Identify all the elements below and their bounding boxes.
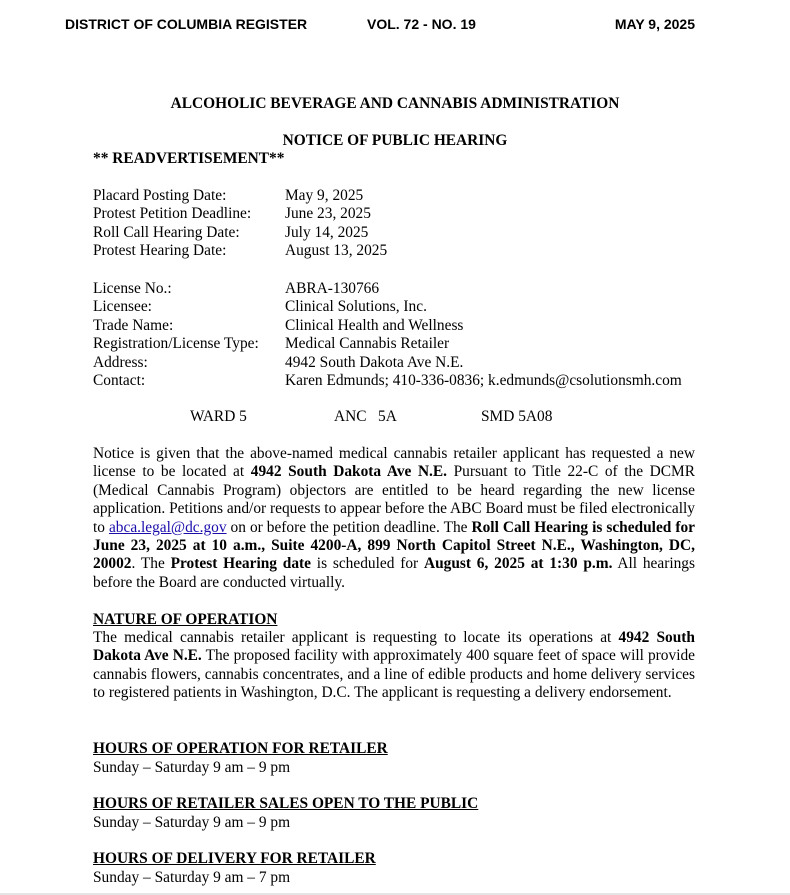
license-row — [93, 372, 703, 390]
notice-text: Notice is given that the above-named medical cannabis retailer applicant has requested a new license to be located at — [93, 445, 695, 481]
date-row — [93, 242, 703, 260]
license-value: 4942 South Dakota Ave N.E. — [285, 353, 464, 371]
date-value: June 23, 2025 — [285, 205, 371, 223]
notice-title: NOTICE OF PUBLIC HEARING — [282, 132, 508, 149]
readvertisement-label: ** READVERTISEMENT** — [93, 150, 285, 167]
email-link[interactable]: abca.legal@dc.gov — [108, 518, 227, 536]
license-row — [93, 335, 703, 353]
date-value: August 13, 2025 — [285, 242, 388, 260]
nature-text: The proposed facility with approximately 400 square feet of space will provide cannabis flowers, cannabis concentrates, and a line of edible products and home delivery services to registered patients in Washington, D.C. The applicant is requesting a delivery endorsement. — [93, 647, 695, 702]
license-label: Registration/License Type: — [93, 335, 259, 353]
license-label: Licensee: — [93, 298, 152, 316]
date-row — [93, 205, 703, 223]
license-row — [93, 354, 703, 372]
register-name: DISTRICT OF COLUMBIA REGISTER — [65, 16, 308, 32]
volume-number: VOL. 72 - NO. 19 — [367, 16, 476, 32]
date-row — [93, 187, 703, 205]
hearing-dates — [93, 187, 703, 261]
nature-text: The medical cannabis retailer applicant is requesting to locate its operations at — [93, 629, 619, 646]
date-value: July 14, 2025 — [285, 223, 369, 241]
hours-sales-title: HOURS OF RETAILER SALES OPEN TO THE PUBLIC — [93, 795, 479, 812]
notice-text: on or before the petition deadline. The — [226, 518, 472, 536]
date-row — [93, 224, 703, 242]
notice-paragraph — [93, 445, 695, 592]
hours-delivery-title: HOURS OF DELIVERY FOR RETAILER — [93, 850, 376, 867]
issue-date: MAY 9, 2025 — [614, 16, 695, 32]
protest-hearing-date: August 6, 2025 at 1:30 p.m. — [423, 555, 613, 573]
hours-delivery-text: Sunday – Saturday 9 am – 7 pm — [93, 869, 291, 886]
license-row — [93, 280, 703, 298]
date-label: Protest Petition Deadline: — [93, 205, 252, 223]
license-value: ABRA-130766 — [285, 280, 380, 297]
date-label: Roll Call Hearing Date: — [93, 223, 240, 241]
license-row — [93, 317, 703, 335]
license-label: Trade Name: — [93, 316, 174, 334]
license-label: License No.: — [93, 280, 172, 297]
notice-text: is scheduled for — [311, 555, 424, 573]
license-value: Clinical Health and Wellness — [285, 316, 464, 334]
roll-call-details: Roll Call Hearing is scheduled for June 23, 2025 at 10 a.m., Suite 4200-A, 899 North Capitol Street N.E., Washington, DC, 20002 — [93, 518, 695, 573]
date-label: Protest Hearing Date: — [93, 242, 227, 260]
anc: ANC 5A — [334, 408, 397, 425]
hours-operation-title: HOURS OF OPERATION FOR RETAILER — [93, 740, 388, 757]
nature-address: 4942 South Dakota Ave N.E. — [93, 629, 695, 665]
notice-address: 4942 South Dakota Ave N.E. — [250, 463, 448, 481]
register-header — [0, 15, 790, 35]
protest-hearing-label: Protest Hearing date — [170, 555, 311, 573]
license-label: Address: — [93, 353, 148, 371]
agency-title: ALCOHOLIC BEVERAGE AND CANNABIS ADMINISTRATION — [170, 95, 620, 112]
ward: WARD 5 — [190, 408, 247, 425]
date-label: Placard Posting Date: — [93, 187, 227, 204]
notice-text: All hearings before the Board are conducted virtually. — [93, 555, 695, 591]
hours-operation-text: Sunday – Saturday 9 am – 9 pm — [93, 759, 291, 776]
date-value: May 9, 2025 — [285, 187, 364, 204]
smd: SMD 5A08 — [481, 408, 553, 425]
notice-text: Pursuant to Title 22-C of the DCMR (Medical Cannabis Program) objectors are entitled to be heard regarding the new license application. Petitions and/or requests to appear before the ABC Board must be filed electronically to — [93, 463, 696, 536]
license-details — [93, 280, 703, 390]
nature-of-operation-paragraph — [93, 629, 695, 703]
license-value: Karen Edmunds; 410-336-0836; k.edmunds@csolutionsmh.com — [285, 371, 682, 389]
license-label: Contact: — [93, 371, 146, 389]
nature-of-operation-title: NATURE OF OPERATION — [93, 611, 278, 628]
notice-text: . The — [131, 555, 171, 573]
license-row — [93, 298, 703, 316]
license-value: Clinical Solutions, Inc. — [285, 298, 427, 316]
ward-info — [0, 408, 790, 427]
hours-sales-text: Sunday – Saturday 9 am – 9 pm — [93, 814, 291, 831]
license-value: Medical Cannabis Retailer — [285, 335, 450, 353]
